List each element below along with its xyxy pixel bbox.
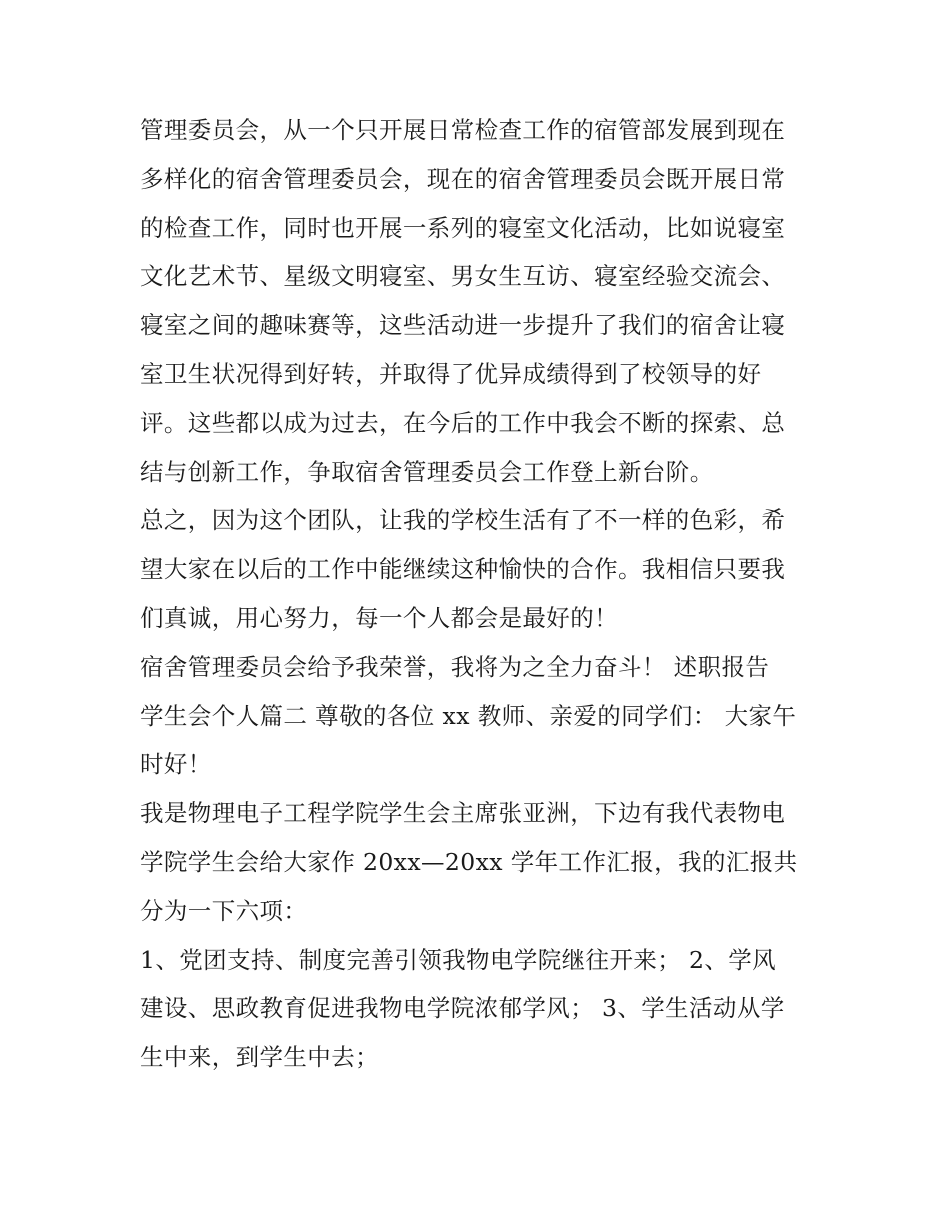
paragraph-introduction bbox=[140, 789, 816, 935]
text-line: 我是物理电子工程学院学生会主席张亚洲，下边有我代表物电 bbox=[140, 799, 786, 828]
text-line: 学生会个人篇二 尊敬的各位 xx 教师、亲爱的同学们： 大家午 bbox=[140, 701, 797, 730]
text-line: 1、党团支持、制度完善引领我物电学院继往开来； 2、学风 bbox=[140, 945, 777, 974]
text-line: 多样化的宿舍管理委员会，现在的宿舍管理委员会既开展日常 bbox=[140, 164, 786, 193]
paragraph-greeting bbox=[140, 643, 816, 789]
text-line: 室卫生状况得到好转，并取得了优异成绩得到了校领导的好 bbox=[140, 359, 762, 388]
text-line: 分为一下六项： bbox=[140, 896, 308, 925]
text-line: 学院学生会给大家作 20xx—20xx 学年工作汇报，我的汇报共 bbox=[140, 847, 798, 876]
text-line: 望大家在以后的工作中能继续这种愉快的合作。我相信只要我 bbox=[140, 555, 786, 584]
text-line: 宿舍管理委员会给予我荣誉，我将为之全力奋斗！ 述职报告 bbox=[140, 652, 770, 681]
text-line: 总之，因为这个团队，让我的学校生活有了不一样的色彩，希 bbox=[140, 506, 786, 535]
paragraph-summary bbox=[140, 496, 816, 642]
text-line: 管理委员会，从一个只开展日常检查工作的宿管部发展到现在 bbox=[140, 116, 786, 144]
text-line: 评。这些都以成为过去，在今后的工作中我会不断的探索、总 bbox=[140, 408, 786, 437]
text-line: 建设、思政教育促进我物电学院浓郁学风； 3、学生活动从学 bbox=[140, 994, 785, 1023]
text-line: 生中来，到学生中去； bbox=[140, 1043, 379, 1072]
document-body bbox=[140, 106, 816, 1082]
text-line: 结与创新工作，争取宿舍管理委员会工作登上新台阶。 bbox=[140, 457, 714, 486]
text-line: 的检查工作，同时也开展一系列的寝室文化活动，比如说寝室 bbox=[140, 213, 786, 242]
text-line: 们真诚，用心努力，每一个人都会是最好的！ bbox=[140, 603, 618, 632]
text-line: 文化艺术节、星级文明寝室、男女生互访、寝室经验交流会、 bbox=[140, 262, 786, 291]
text-line: 时好！ bbox=[140, 750, 212, 779]
paragraph-report-items bbox=[140, 936, 816, 1082]
text-line: 寝室之间的趣味赛等，这些活动进一步提升了我们的宿舍让寝 bbox=[140, 311, 786, 340]
paragraph-dormitory-committee bbox=[140, 106, 816, 496]
